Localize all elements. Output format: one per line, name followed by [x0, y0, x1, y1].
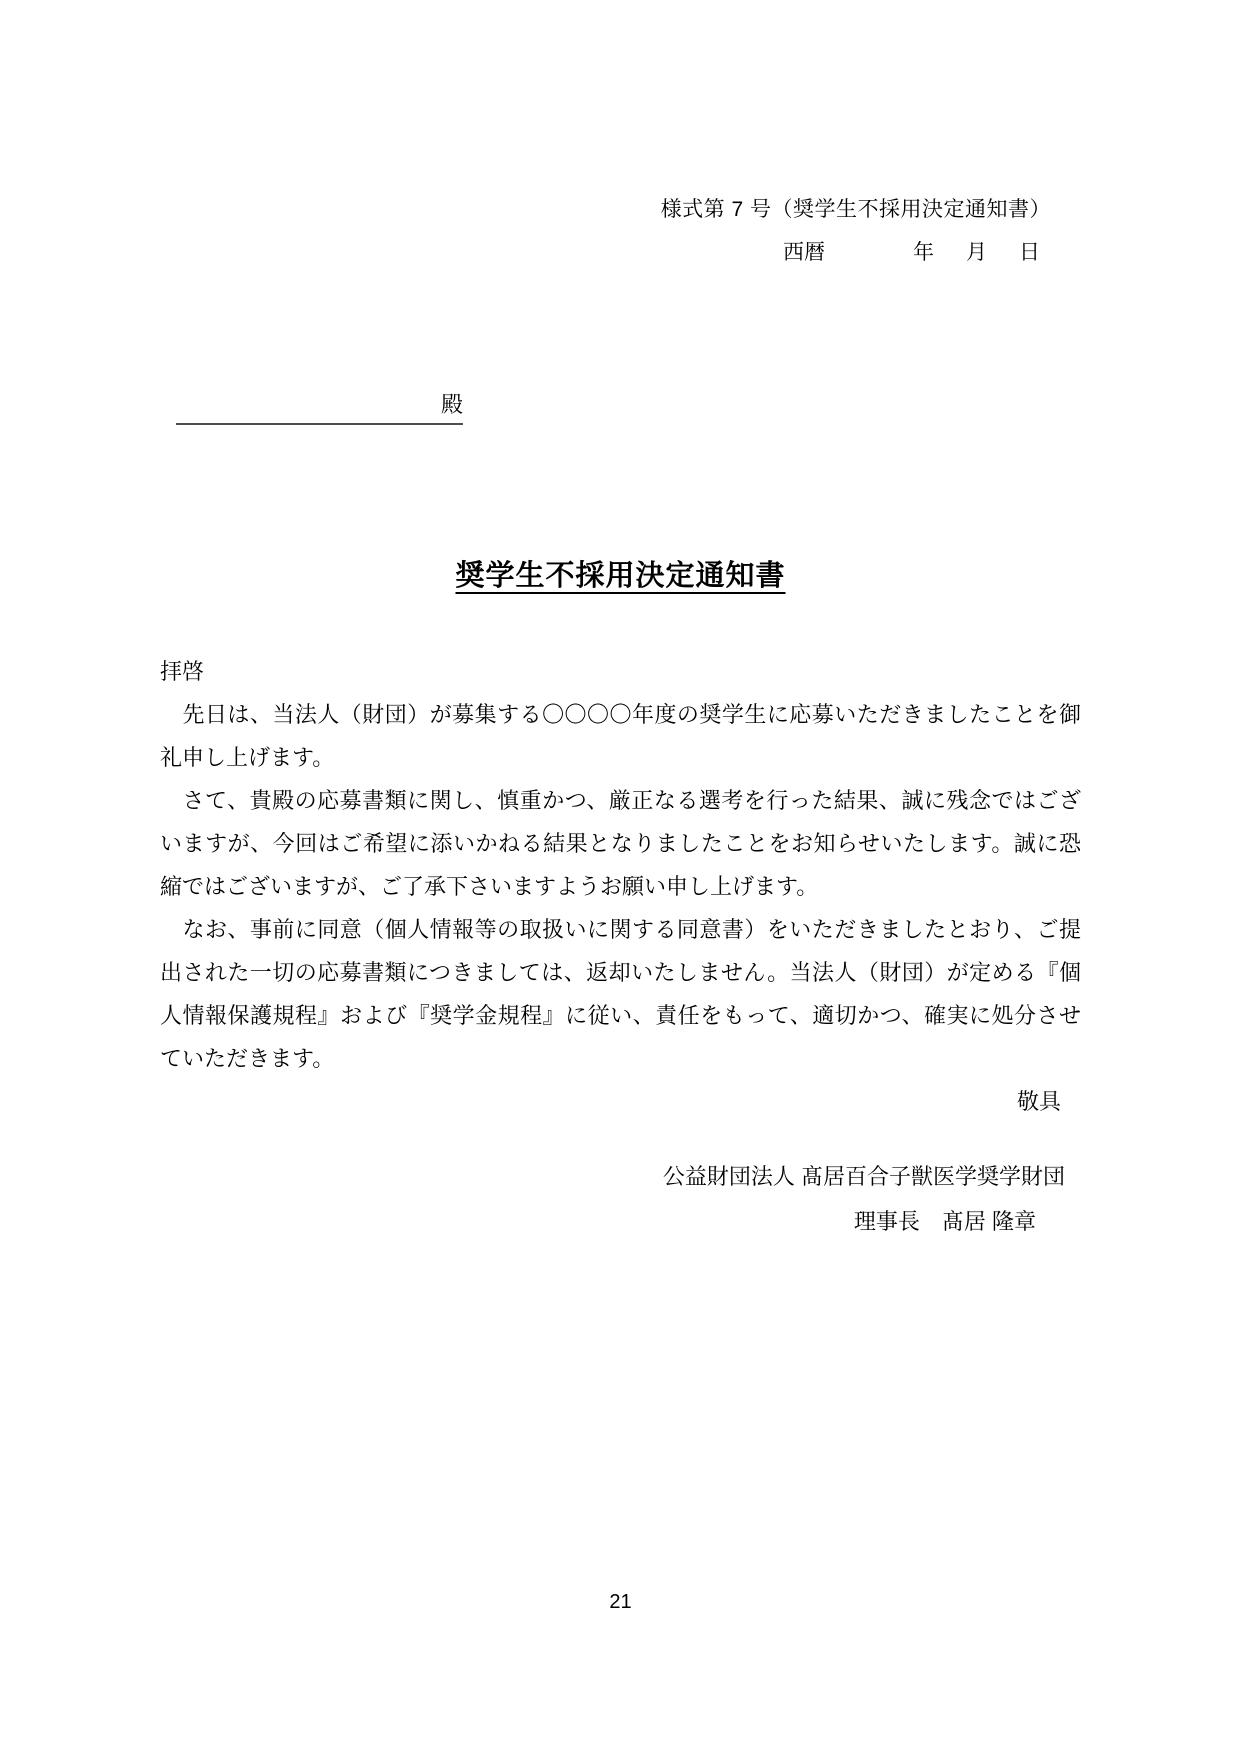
- date-year-label: 年: [913, 241, 934, 264]
- signature-organization: 公益財団法人 髙居百合子獣医学奨学財団: [662, 1164, 1065, 1189]
- paragraph-rejection: さて、貴殿の応募書類に関し、慎重かつ、厳正なる選考を行った結果、誠に残念ではございますが、今回はご希望に添いかねる結果となりましたことをお知らせいたします。誠に恐縮ではございますが、ご了承下さいますようお願い申し上げます。: [160, 788, 1081, 899]
- form-number-label: 様式第 7 号（奨学生不採用決定通知書）: [660, 198, 1051, 221]
- addressee-blank-line: [176, 391, 463, 425]
- page-number: 21: [609, 1591, 632, 1613]
- date-era-label: 西暦: [783, 241, 825, 264]
- closing-keigu: 敬具: [1016, 1089, 1061, 1114]
- salutation: 拝啓: [160, 659, 205, 684]
- paragraph-thanks: 先日は、当法人（財団）が募集する〇〇〇〇年度の奨学生に応募いただきましたことを御礼申し上げます。: [160, 702, 1081, 770]
- document-title-text: 奨学生不採用決定通知書: [455, 560, 786, 592]
- letter-body: [160, 650, 1081, 1123]
- date-month-label: 月: [966, 241, 987, 264]
- date-day-label: 日: [1019, 241, 1040, 264]
- paragraph-documents-disposal: なお、事前に同意（個人情報等の取扱いに関する同意書）をいただきましたとおり、ご提出された一切の応募書類につきましては、返却いたしません。当法人（財団）が定める『個人情報保護規程』および『奨学金規程』に従い、責任をもって、適切かつ、確実に処分させていただきます。: [160, 917, 1081, 1071]
- signature-signer: 理事長 髙居 隆章: [853, 1209, 1036, 1234]
- addressee-honorific: 殿: [440, 392, 463, 417]
- document-title: [0, 553, 1241, 594]
- date-line: [783, 236, 1040, 266]
